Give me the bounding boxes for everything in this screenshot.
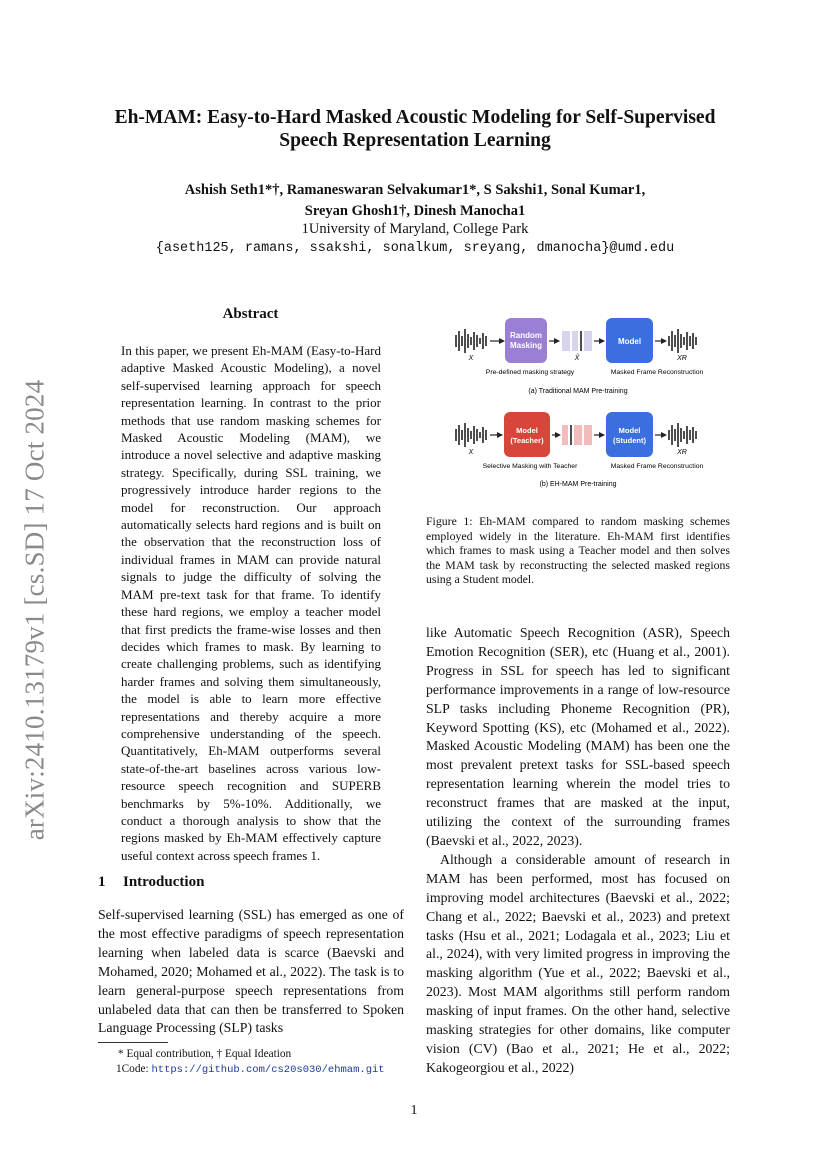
subcaption-b: (b) EH-MAM Pre-training [539,481,617,488]
abstract-text: In this paper, we present Eh-MAM (Easy-to-Hard adaptive Masked Acoustic Modeling), a novel self-supervised learning approach for speech representation learning. In contrast to the prior methods that use random masking schemes for Masked Acoustic Modeling (MAM), we introduce a novel selective and adaptive masking strategy. Specifically, during SSL training, we progressively introduce harder regions to the model for reconstruction. Our approach automatically selects hard regions and is built on the observation that the reconstruction loss of individual frames in MAM can provide natural signals to judge the difficulty of solving the MAM pre-text task for that frame. To identify these hard regions, we employ a teacher model that first predicts the frame-wise losses and then decides which frames to mask. By learning to create challenging problems, such as identifying harder frames and solving them simultaneously, the model is able to learn more effective representations and thereby acquire a more comprehensive understanding of the speech. Quantitatively, Eh-MAM outperforms several state-of-the-art baselines across various low-resource speech recognition and SUPERB benchmarks by 5%-10%. Additionally, we conduct a thorough analysis to show that the regions masked by Eh-MAM effectively capture useful context across speech frames 1. [121,343,381,863]
waveform-icon-b-right [669,423,696,447]
authors-line-1: Ashish Seth1*†, Ramaneswaran Selvakumar1*, S Sakshi1, Sonal Kumar1, [184,182,646,198]
waveform-icon-b-left [456,423,486,447]
title-line-1: Eh-MAM: Easy-to-Hard Masked Acoustic Modeling for Self-Supervised [114,107,716,128]
abstract-heading: Abstract [222,306,279,322]
label-masked-recon-b: Masked Frame Reconstruction [610,463,704,470]
footnote-equal-contribution: * Equal contribution, † Equal Ideation [118,1048,292,1060]
masked-sequence-b [562,425,592,445]
svg-text:Random: Random [510,331,542,340]
label-xhat-a: X̂ [574,355,580,362]
svg-text:Masking: Masking [509,341,543,350]
waveform-icon-a-right [669,329,696,353]
code-link[interactable]: https://github.com/cs20s030/ehmam.git [151,1064,385,1076]
right-column-text [426,624,730,1078]
section-title: Introduction [123,874,205,890]
label-x-b: X [468,449,474,456]
figure-1 [426,308,730,508]
label-masked-recon-a: Masked Frame Reconstruction [610,369,704,376]
footnote-rule [98,1042,168,1043]
model-label-a: Model [617,337,642,346]
arxiv-stamp: arXiv:2410.13179v1 [cs.SD] 17 Oct 2024 [19,379,50,841]
paragraph-mam-research: Although a considerable amount of research in MAM has been performed, most has focused on improving model architectures (Baevski et al., 2022; Chang et al., 2022; Baevski et al., 2023) and pretext tasks (Hsu et al., 2021; Lodagala et al., 2023; Liu et al., 2024), with very limited progress in improving the masking algorithm (Yue et al., 2022; Baevski et al., 2023). Most MAM algorithms still perform random masking of input frames. On the other hand, selective masking strategies for other domains, like computer vision (CV) (Bao et al., 2021; He et al., 2022; Kakogeorgiou et al., 2022) [426,851,730,1075]
section-heading-introduction [98,874,204,891]
footnotes [98,1047,404,1078]
label-x-a: X [468,355,474,362]
title-line-2: Speech Representation Learning [279,130,551,151]
section-number: 1 [98,874,106,890]
paragraph-ssl-tasks: like Automatic Speech Recognition (ASR), Speech Emotion Recognition (SER), etc (Huang et al., 2001). Progress in SSL for speech has led to significant performance improvements in a range of low-resource SLP tasks including Phoneme Recognition (PR), Keyword Spotting (KS), etc (Mohamed et al., 2022). Masked Acoustic Modeling (MAM) has been one the most prevalent pretext tasks for SSL-based speech representation learning wherein the model tries to reconstruct frames that are masked at the input, utilizing the context of the surrounding frames (Baevski et al., 2022, 2023). [426,625,730,848]
svg-text:Model: Model [618,426,641,435]
author-emails: {aseth125, ramans, ssakshi, sonalkum, sreyang, dmanocha}@umd.edu [155,241,675,256]
authors-line-2: Sreyan Ghosh1†, Dinesh Manocha1 [304,203,526,219]
label-xr-a: XR [677,355,687,362]
svg-text:(Teacher): (Teacher) [510,436,544,445]
subcaption-a: (a) Traditional MAM Pre-training [528,388,628,395]
label-predefined: Pre-defined masking strategy [485,369,575,376]
svg-text:(Student): (Student) [613,436,646,445]
authors [90,180,740,222]
affiliation: 1University of Maryland, College Park [301,221,529,237]
svg-text:Model: Model [516,426,538,435]
waveform-icon-a-left [456,329,486,353]
label-selective: Selective Masking with Teacher [482,463,578,470]
paper-title [70,106,760,152]
footnote-code: 1Code: https://github.com/cs20s030/ehmam.git [116,1063,385,1076]
label-xr-b: XR [677,449,687,456]
masked-sequence-a [562,331,592,351]
page-number: 1 [410,1103,418,1118]
figure-caption: Figure 1: Eh-MAM compared to random masking schemes employed widely in the literature. Eh-MAM first identifies which frames to mask using a Teacher model and then solves the MAM task by reconstructing the selected masked regions using a Student model. [426,514,730,587]
intro-paragraph: Self-supervised learning (SSL) has emerged as one of the most effective paradigms of speech representation learning when labeled data is scarce (Baevski and Mohamed, 2020; Mohamed et al., 2022). The task is to learn general-purpose speech representations from unlabeled data that can then be transferred to Spoken Language Processing (SLP) tasks [98,907,404,1036]
